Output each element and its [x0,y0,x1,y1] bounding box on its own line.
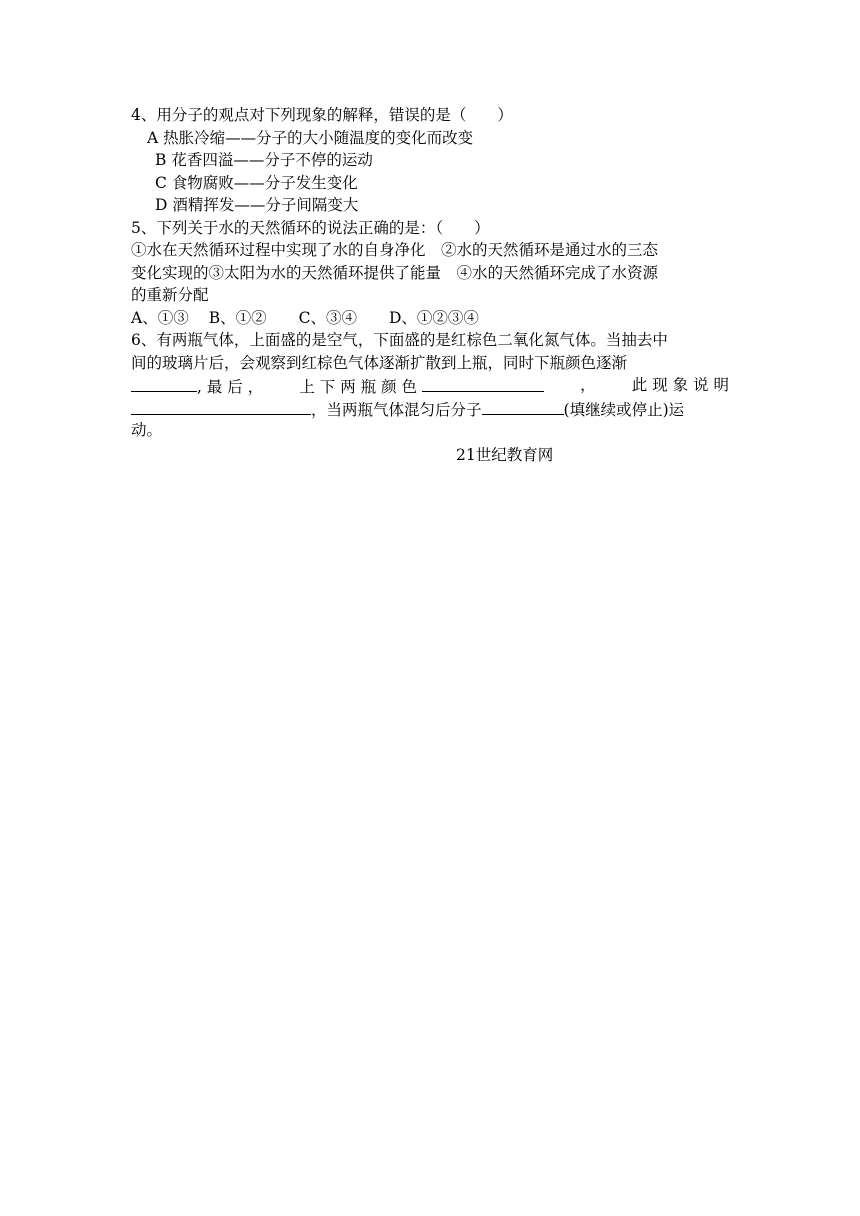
q4-option-c: C 食物腐败——分子发生变化 [155,173,358,192]
q6-line-1: 6、有两瓶气体，上面盛的是空气，下面盛的是红棕色二氧化氮气体。当抽去中 [131,331,668,349]
q6-line-3-comma: ， [580,376,596,394]
q5-choice-a: A、①③ [131,308,189,327]
answer-blank[interactable] [131,397,311,415]
q6-line-2: 间的玻璃片后，会观察到红棕色气体逐渐扩散到上瓶，同时下瓶颜色逐渐 [131,353,628,372]
q4-option-b: B 花香四溢——分子不停的运动 [155,151,373,169]
q5-statement-line: ①水在天然循环过程中实现了水的自身净化 ②水的天然循环是通过水的三态 [131,241,659,259]
q5-choices [131,307,729,330]
answer-blank[interactable] [482,397,564,415]
q5-choice-d: D、①②③④ [388,308,479,327]
q6-line-3-group-2: 上 下 两 瓶 颜 色 [299,374,544,397]
q6-line-3-group-1: , 最 后 ， [131,374,263,397]
answer-blank[interactable] [422,374,544,392]
q6-line-4: ，当两瓶气体混匀后分子 (填继续或停止)运 [131,397,729,420]
q5-statement-line: 的重新分配 [131,286,209,304]
q4-stem: 4、用分子的观点对下列现象的解释，错误的是（ ） [131,106,513,124]
q4-option-d: D 酒精挥发——分子间隔变大 [155,196,359,214]
footer-source: 21世纪教育网 [456,446,554,464]
q6-line-3 [131,374,729,397]
q5-stem: 5、下列关于水的天然循环的说法正确的是：（ ） [131,218,490,237]
q5-choice-c: C、③④ [298,308,357,327]
worksheet-body [131,104,729,442]
q4-option-a: A 热胀冷缩——分子的大小随温度的变化而改变 [147,128,474,147]
answer-blank[interactable] [131,374,197,392]
q5-choice-b: B、①② [208,308,267,327]
q6-line-5: 动。 [131,421,163,439]
q5-statement-line: 变化实现的③太阳为水的天然循环提供了能量 ④水的天然循环完成了水资源 [131,263,659,282]
q6-line-3-group-3: 此 现 象 说 明 [631,376,729,394]
